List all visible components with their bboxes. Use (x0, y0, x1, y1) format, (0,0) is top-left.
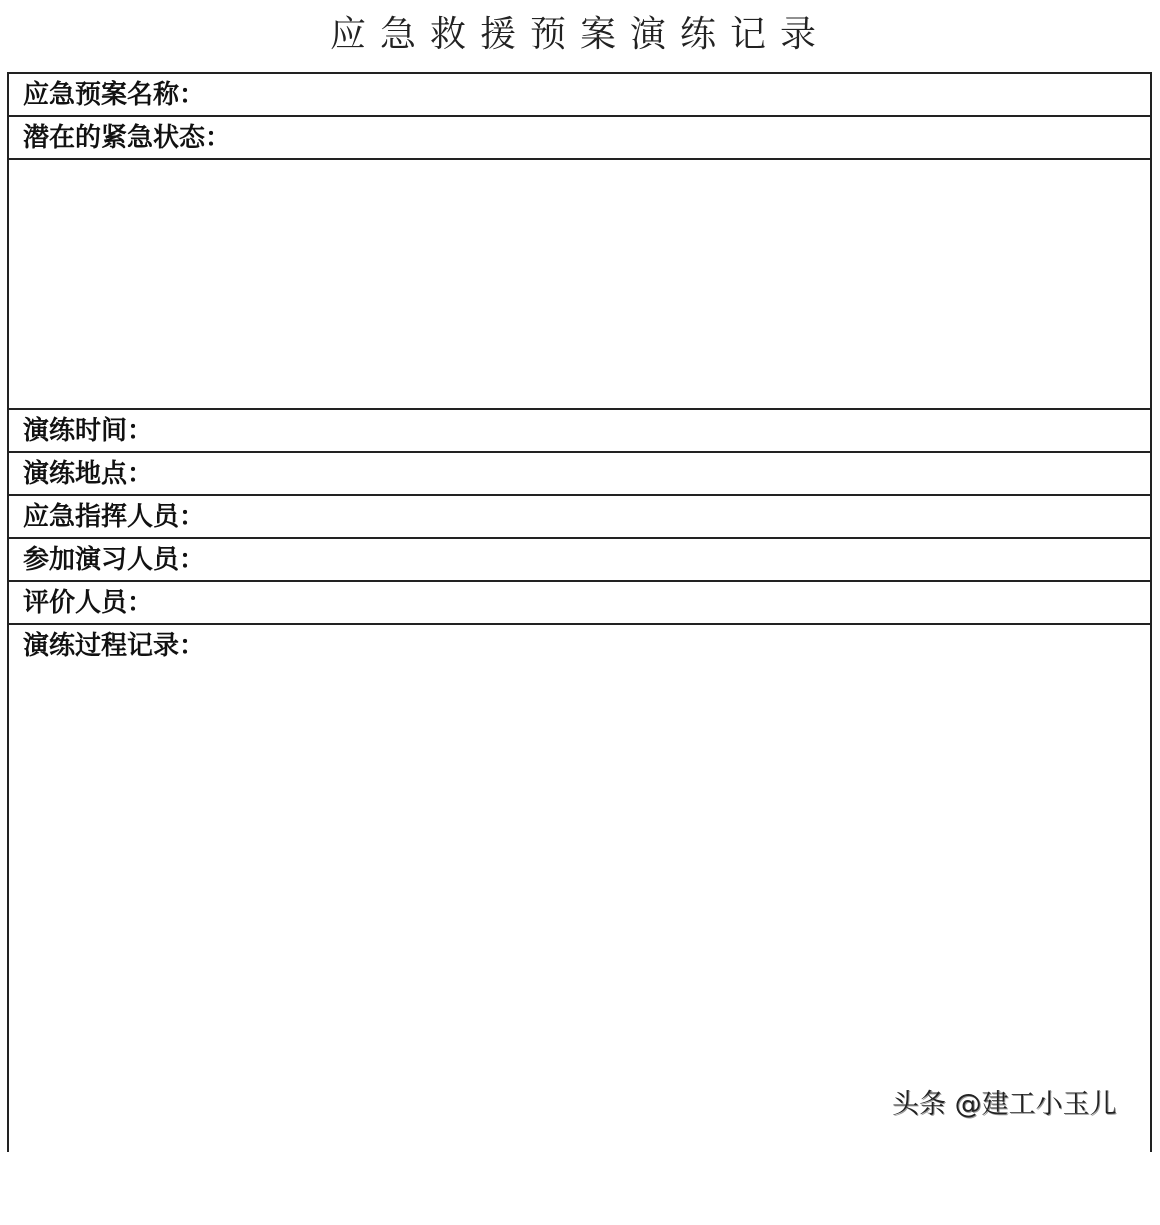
field-process-record: 演练过程记录： (23, 631, 206, 661)
field-evaluators: 评价人员： (9, 582, 1150, 625)
field-drill-location: 演练地点： (9, 453, 1150, 496)
watermark: 头条 @建工小玉儿 (892, 1089, 1117, 1120)
field-participants: 参加演习人员： (9, 539, 1150, 582)
drill-record-form (7, 72, 1152, 1152)
document-title: 应急救援预案演练记录 (329, 14, 830, 55)
field-plan-name: 应急预案名称： (9, 74, 1150, 117)
field-drill-time: 演练时间： (9, 410, 1150, 453)
field-emergency-state: 潜在的紧急状态： (9, 117, 1150, 160)
field-commanders: 应急指挥人员： (9, 496, 1150, 539)
emergency-state-content-area (9, 160, 1150, 410)
